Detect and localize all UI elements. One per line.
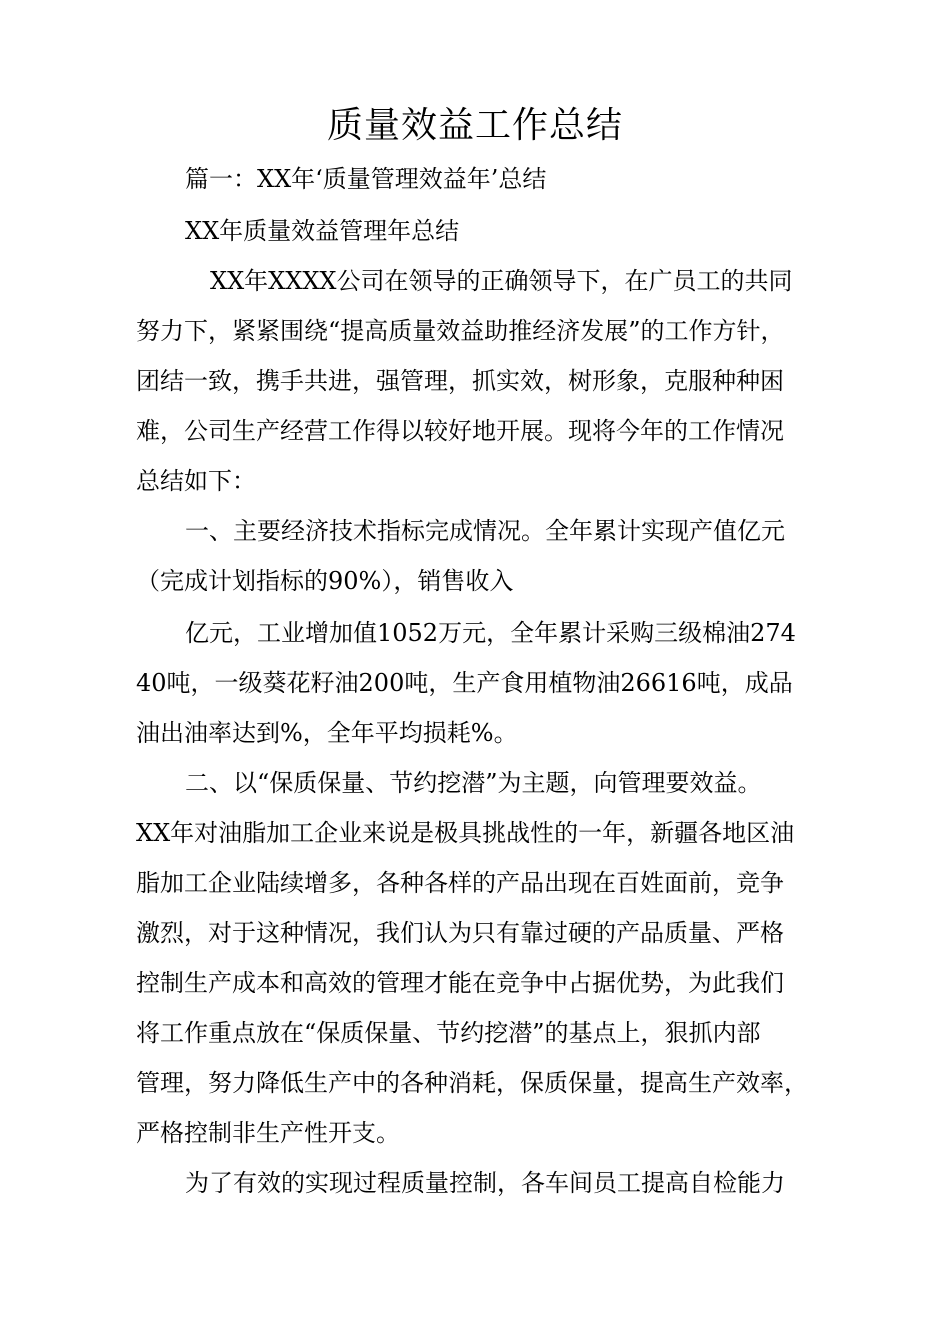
text-line: 管理，努力降低生产中的各种消耗，保质保量，提高生产效率，	[136, 1069, 808, 1097]
text-line: 将工作重点放在“保质保量、节约挖潜”的基点上，狠抓内部	[136, 1019, 761, 1047]
text-line: 脂加工企业陆续增多，各种各样的产品出现在百姓面前，竞争	[136, 869, 784, 897]
text-line: XX年XXXX公司在领导的正确领导下，在广员工的共同	[210, 267, 793, 295]
text-line: 亿元，工业增加值1052万元，全年累计采购三级棉油274	[185, 619, 796, 647]
text-line: （完成计划指标的90%），销售收入	[136, 567, 514, 595]
text-line: 难，公司生产经营工作得以较好地开展。现将今年的工作情况	[136, 417, 784, 445]
text-line: 总结如下：	[136, 467, 256, 495]
document-title: 质量效益工作总结	[326, 105, 623, 146]
text-line: 团结一致，携手共进，强管理，抓实效，树形象，克服种种困	[136, 367, 784, 395]
text-line: XX年对油脂加工企业来说是极具挑战性的一年，新疆各地区油	[136, 819, 795, 847]
text-line: 严格控制非生产性开支。	[136, 1119, 400, 1147]
text-line: 油出油率达到%，全年平均损耗%。	[136, 719, 518, 747]
text-line: XX年质量效益管理年总结	[185, 217, 460, 245]
text-line: 努力下，紧紧围绕“提高质量效益助推经济发展”的工作方针，	[136, 317, 785, 345]
text-line: 篇一：XX年‘质量管理效益年’总结	[185, 165, 547, 193]
text-line: 二、以“保质保量、节约挖潜”为主题，向管理要效益。	[185, 769, 762, 797]
text-line: 为了有效的实现过程质量控制，各车间员工提高自检能力	[185, 1169, 785, 1197]
text-line: 40吨，一级葵花籽油200吨，生产食用植物油26616吨，成品	[136, 669, 793, 697]
text-line: 控制生产成本和高效的管理才能在竞争中占据优势，为此我们	[136, 969, 784, 997]
text-line: 一、主要经济技术指标完成情况。全年累计实现产值亿元	[185, 517, 785, 545]
text-line: 激烈，对于这种情况，我们认为只有靠过硬的产品质量、严格	[136, 919, 784, 947]
